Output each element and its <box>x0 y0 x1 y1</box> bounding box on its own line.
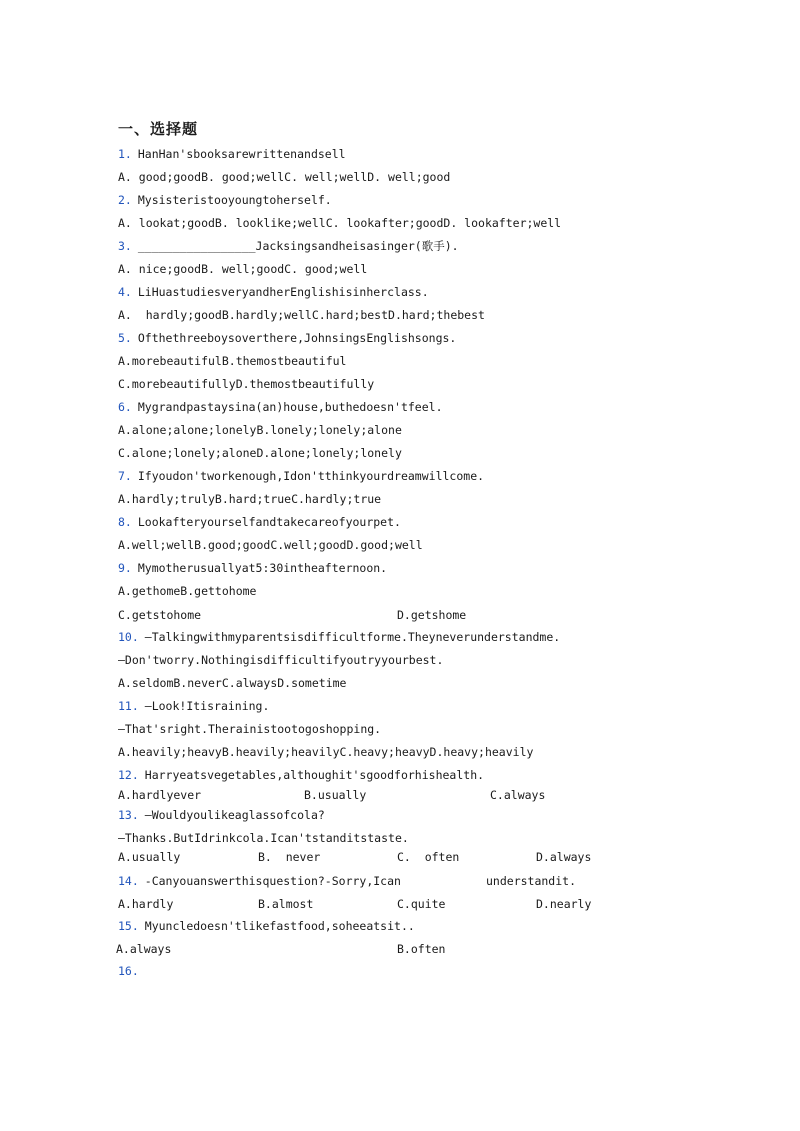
question-14-text-tail: understandit. <box>486 874 577 888</box>
question-1-options: A. good;goodB. good;wellC. well;wellD. well;good <box>118 170 451 184</box>
question-4 <box>118 284 429 300</box>
question-13-reply: —Thanks.ButIdrinkcola.Ican'tstanditstaste. <box>118 831 409 845</box>
question-text: Ifyoudon'tworkenough,Idon'tthinkyourdreamwillcome. <box>137 469 485 483</box>
question-number: 4. <box>118 285 132 299</box>
question-12 <box>118 767 484 783</box>
question-12-option-a: A.hardlyever <box>118 788 202 802</box>
question-number: 1. <box>118 147 132 161</box>
question-text: Harryeatsvegetables,althoughit'sgoodforhishealth. <box>144 768 485 782</box>
question-10 <box>118 629 560 645</box>
question-5-options-cd: C.morebeautifullyD.themostbeautifully <box>118 377 375 391</box>
question-number: 11. <box>118 699 139 713</box>
question-number: 15. <box>118 919 139 933</box>
question-text: LiHuastudiesveryandherEnglishisinherclass. <box>137 285 429 299</box>
question-text: —Talkingwithmyparentsisdifficultforme.Theyneverunderstandme. <box>144 630 561 644</box>
question-14-option-d: D.nearly <box>536 897 592 911</box>
question-text: -Canyouanswerthisquestion?-Sorry,Ican <box>144 874 401 888</box>
question-number: 12. <box>118 768 139 782</box>
question-number: 7. <box>118 469 132 483</box>
question-text: Myuncledoesn'tlikefastfood,soheeatsit.. <box>144 919 415 933</box>
question-12-option-c: C.always <box>490 788 546 802</box>
question-number: 10. <box>118 630 139 644</box>
question-number: 3. <box>118 239 132 253</box>
question-15-option-b: B.often <box>397 942 446 956</box>
question-16 <box>118 963 145 979</box>
question-number: 9. <box>118 561 132 575</box>
question-5 <box>118 330 456 346</box>
question-text: Lookafteryourselfandtakecareofyourpet. <box>137 515 401 529</box>
question-13-option-d: D.always <box>536 850 592 864</box>
question-text: Ofthethreeboysoverthere,JohnsingsEnglishsongs. <box>137 331 457 345</box>
question-9-options-ab: A.gethomeB.gettohome <box>118 584 257 598</box>
question-13-option-a: A.usually <box>118 850 181 864</box>
question-text: —Look!Itisraining. <box>144 699 270 713</box>
question-11-options: A.heavily;heavyB.heavily;heavilyC.heavy;heavyD.heavy;heavily <box>118 745 534 759</box>
question-3 <box>118 238 459 254</box>
question-7-options: A.hardly;trulyB.hard;trueC.hardly;true <box>118 492 382 506</box>
question-13-option-b: B. never <box>258 850 321 864</box>
question-12-option-b: B.usually <box>304 788 367 802</box>
question-13 <box>118 807 325 823</box>
question-text: HanHan'sbooksarewrittenandsell <box>137 147 346 161</box>
question-6 <box>118 399 443 415</box>
question-number: 16. <box>118 964 139 978</box>
question-7 <box>118 468 484 484</box>
question-text: —Wouldyoulikeaglassofcola? <box>144 808 325 822</box>
section-title: 一、选择题 <box>118 120 199 138</box>
question-number: 6. <box>118 400 132 414</box>
question-text: Mygrandpastaysina(an)house,buthedoesn'tfeel. <box>137 400 443 414</box>
question-11 <box>118 698 269 714</box>
question-number: 14. <box>118 874 139 888</box>
question-11-reply: —That'sright.Therainistootogoshopping. <box>118 722 382 736</box>
question-number: 8. <box>118 515 132 529</box>
question-8 <box>118 514 401 530</box>
question-6-options-cd: C.alone;lonely;aloneD.alone;lonely;lonely <box>118 446 402 460</box>
question-10-options: A.seldomB.neverC.alwaysD.sometime <box>118 676 347 690</box>
question-6-options-ab: A.alone;alone;lonelyB.lonely;lonely;alone <box>118 423 402 437</box>
question-2 <box>118 192 332 208</box>
question-text: _________________Jacksingsandheisasinger(歌手). <box>137 239 459 253</box>
question-number: 5. <box>118 331 132 345</box>
question-9-option-d: D.getshome <box>397 608 467 622</box>
question-5-options-ab: A.morebeautifulB.themostbeautiful <box>118 354 347 368</box>
question-13-option-c: C. often <box>397 850 460 864</box>
question-15 <box>118 918 415 934</box>
question-number: 13. <box>118 808 139 822</box>
question-text: Mysisteristooyoungtoherself. <box>137 193 332 207</box>
question-2-options: A. lookat;goodB. looklike;wellC. lookafter;goodD. lookafter;well <box>118 216 562 230</box>
question-3-options: A. nice;goodB. well;goodC. good;well <box>118 262 368 276</box>
question-10-reply: —Don'tworry.Nothingisdifficultifyoutryyourbest. <box>118 653 444 667</box>
question-14 <box>118 873 401 889</box>
question-text: Mymotherusuallyat5:30intheafternoon. <box>137 561 388 575</box>
question-14-option-c: C.quite <box>397 897 446 911</box>
question-15-option-a: A.always <box>116 942 172 956</box>
question-number: 2. <box>118 193 132 207</box>
question-9-option-c: C.getstohome <box>118 608 202 622</box>
question-9 <box>118 560 387 576</box>
question-14-option-a: A.hardly <box>118 897 174 911</box>
question-1 <box>118 146 346 162</box>
question-8-options: A.well;wellB.good;goodC.well;goodD.good;well <box>118 538 423 552</box>
question-14-option-b: B.almost <box>258 897 314 911</box>
question-4-options: A. hardly;goodB.hardly;wellC.hard;bestD.hard;thebest <box>118 308 485 322</box>
